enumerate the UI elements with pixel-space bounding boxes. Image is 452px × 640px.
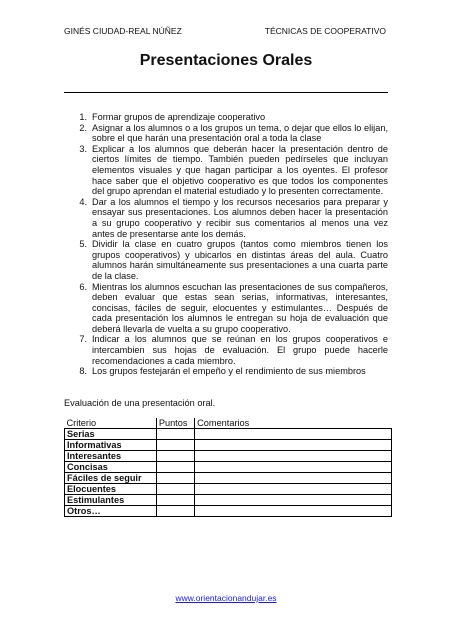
list-number: 5. — [79, 239, 87, 250]
score-cell — [156, 495, 194, 506]
list-number: 1. — [79, 112, 87, 122]
comment-cell — [195, 440, 392, 451]
column-header-puntos: Puntos — [156, 418, 194, 429]
list-number: 3. — [79, 143, 87, 154]
table-row — [65, 495, 392, 506]
list-item — [64, 144, 388, 197]
list-item — [64, 334, 388, 366]
list-item — [64, 239, 388, 281]
list-number: 6. — [79, 281, 87, 292]
table-row — [65, 462, 392, 473]
comment-cell — [195, 473, 392, 484]
list-item — [64, 123, 388, 144]
criterion-cell: Elocuentes — [65, 484, 157, 495]
table-row — [65, 473, 392, 484]
table-row — [65, 484, 392, 495]
header-author: GINÉS CIUDAD-REAL NÚÑEZ — [64, 26, 182, 36]
footer-link[interactable]: www.orientacionandujar.es — [175, 593, 277, 603]
score-cell — [156, 473, 194, 484]
criterion-cell: Serias — [65, 429, 157, 440]
header-section: TÉCNICAS DE COOPERATIVO — [264, 26, 386, 36]
evaluation-table — [64, 418, 392, 517]
list-item — [64, 282, 388, 335]
list-text: Indicar a los alumnos que se reúnan en los grupos cooperativos e intercambien sus hojas de evaluación. El grupo puede hacerle recomendaciones a cada miembro. — [92, 334, 388, 366]
table-row — [65, 429, 392, 440]
list-text: Asignar a los alumnos o a los grupos un tema, o dejar que ellos lo elijan, sobre el que harán una presentación oral a toda la clase — [92, 122, 388, 144]
comment-cell — [195, 484, 392, 495]
comment-cell — [195, 495, 392, 506]
list-item — [64, 197, 388, 239]
list-text: Los grupos festejarán el empeño y el rendimiento de sus miembros — [92, 366, 366, 377]
list-item — [64, 112, 388, 123]
criterion-cell: Estimulantes — [65, 495, 157, 506]
list-number: 8. — [79, 366, 87, 377]
list-text: Mientras los alumnos escuchan las presentaciones de sus compañeros, deben evaluar que estas sean serias, informativas, interesantes, concisas, fáciles de seguir, elocuentes y estimulantes… Después de cada presentación los alumnos le entregan su hoja de evaluación que deberá llevarla de vuelta a su grupo cooperativo. — [92, 281, 388, 334]
list-item — [64, 366, 388, 377]
column-header-comentarios: Comentarios — [195, 418, 392, 429]
table-header-row — [65, 418, 392, 429]
table-row — [65, 506, 392, 517]
comment-cell — [195, 429, 392, 440]
list-number: 2. — [79, 122, 87, 133]
score-cell — [156, 451, 194, 462]
score-cell — [156, 429, 194, 440]
criterion-cell: Interesantes — [65, 451, 157, 462]
score-cell — [156, 462, 194, 473]
table-row — [65, 440, 392, 451]
title-divider — [64, 92, 388, 93]
steps-list — [64, 112, 388, 377]
list-number: 4. — [79, 196, 87, 207]
score-cell — [156, 506, 194, 517]
score-cell — [156, 484, 194, 495]
criterion-cell: Concisas — [65, 462, 157, 473]
column-header-criterio: Criterio — [65, 418, 157, 429]
evaluation-heading: Evaluación de una presentación oral. — [64, 398, 216, 408]
list-text: Explicar a los alumnos que deberán hacer la presentación dentro de ciertos límites de tiempo. También pueden pedírseles que incluyan elementos visuales y que hagan participar a los oyentes. El profesor hace saber que el objetivo cooperativo es que todos los componentes del grupo aprendan el material estudiado y lo presenten correctamente. — [92, 143, 388, 197]
score-cell — [156, 440, 194, 451]
comment-cell — [195, 451, 392, 462]
comment-cell — [195, 462, 392, 473]
list-text: Dividir la clase en cuatro grupos (tantos como miembros tienen los grupos cooperativos) y ubicarlos en distintas áreas del aula. Cuatro alumnos harán simultáneamente sus presentaciones a una cuarta parte de la clase. — [92, 239, 388, 281]
comment-cell — [195, 506, 392, 517]
table-row — [65, 451, 392, 462]
criterion-cell: Informativas — [65, 440, 157, 451]
criterion-cell: Otros… — [65, 506, 157, 517]
criterion-cell: Fáciles de seguir — [65, 473, 157, 484]
list-text: Formar grupos de aprendizaje cooperativo — [92, 112, 266, 122]
list-number: 7. — [79, 334, 87, 345]
list-text: Dar a los alumnos el tiempo y los recursos necesarios para preparar y ensayar sus presentaciones. Los alumnos deben hacer la presentación a su grupo cooperativo y recibir sus comentarios al menos una vez antes de presentarse ante los demás. — [92, 196, 388, 239]
page-title: Presentaciones Orales — [139, 52, 313, 69]
